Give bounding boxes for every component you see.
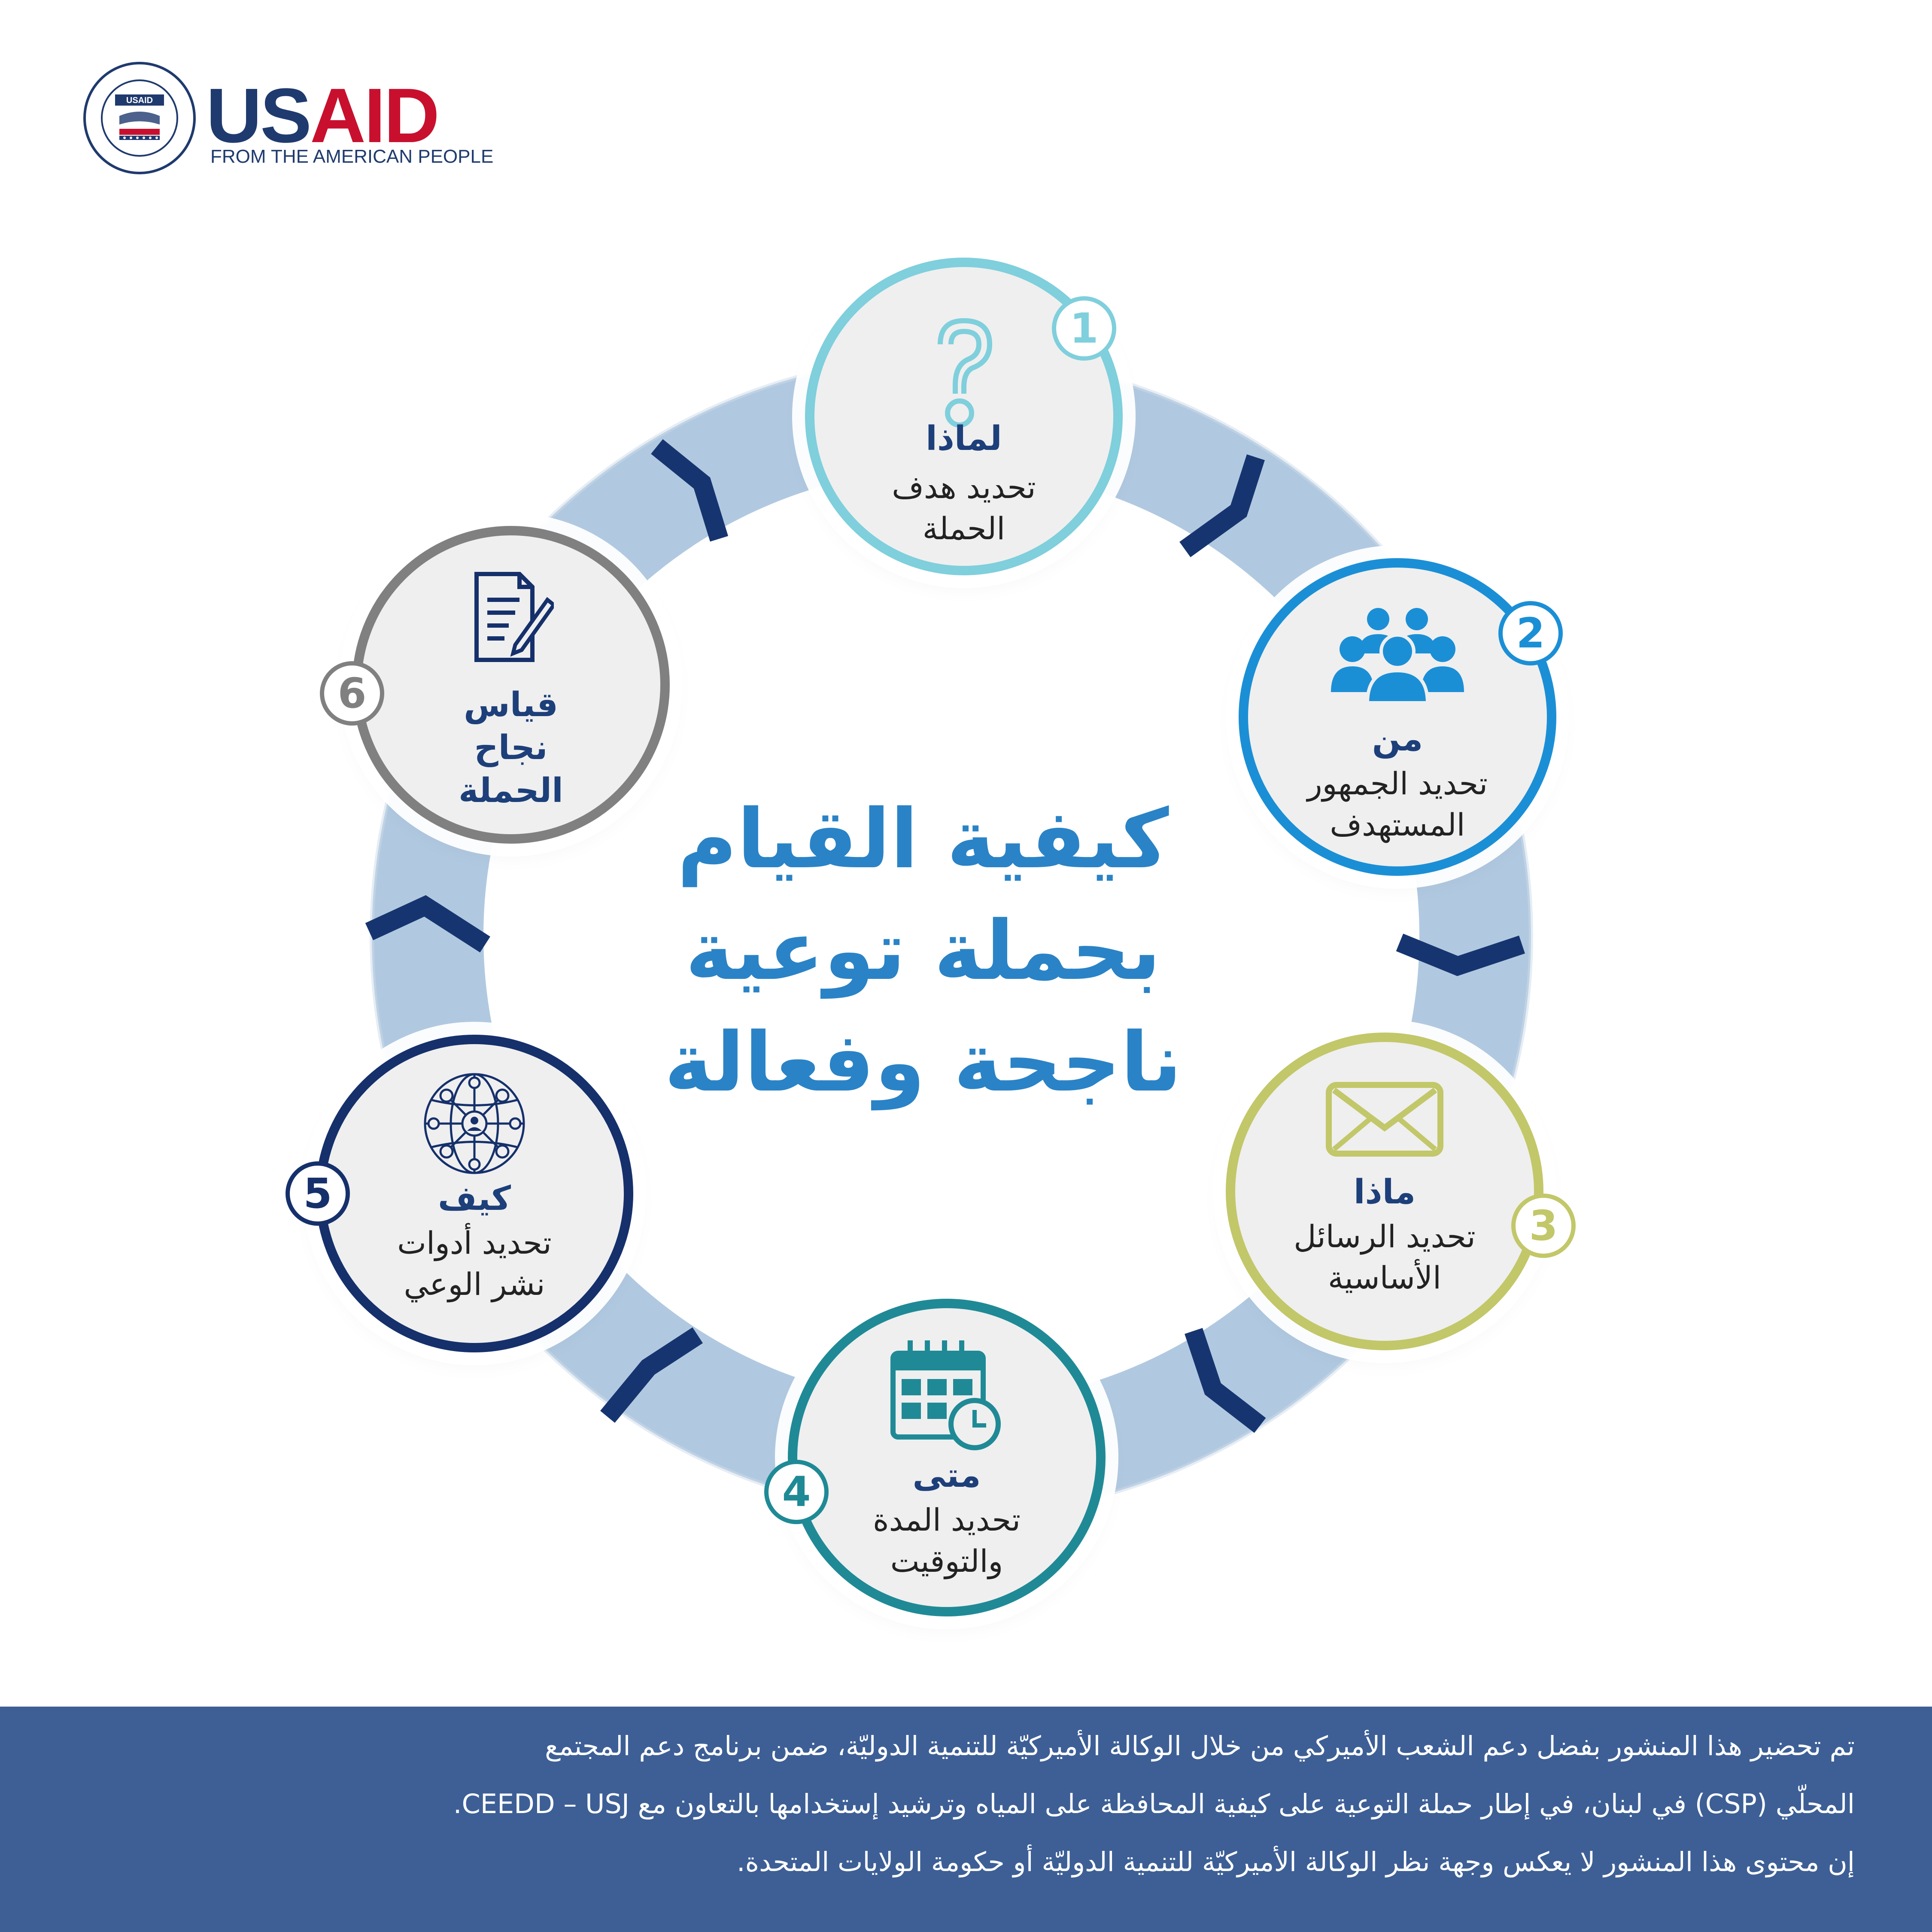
step-5-heading: كيف: [437, 1179, 511, 1218]
main-title-line-2: بحملة توعية: [685, 903, 1161, 998]
footer-line-1: تم تحضير هذا المنشور بفضل دعم الشعب الأميركي من خلال الوكالة الأميركيّة للتنمية الدوليّة، ضمن برنامج دعم المجتمع: [545, 1730, 1855, 1762]
step-4-badge: 4: [764, 1460, 829, 1524]
step-4-text: تحديد المدة والتوقيت: [872, 1502, 1021, 1579]
document-pen-icon: [468, 570, 554, 664]
calendar-clock-icon: [887, 1336, 1007, 1452]
globe-network-icon: [421, 1070, 528, 1177]
usaid-tagline: FROM THE AMERICAN PEOPLE: [210, 146, 494, 167]
step-2-badge: 2: [1498, 601, 1563, 665]
step-3-text: تحديد الرسائل الأساسية: [1294, 1218, 1476, 1296]
step-3-circle: [1226, 1033, 1543, 1350]
step-6-heading: قياس نجاح الحملة: [459, 686, 563, 810]
seal-label: USAID: [126, 96, 153, 105]
step-5-badge: 5: [286, 1161, 350, 1226]
envelope-icon: [1324, 1081, 1445, 1158]
step-6-circle: [352, 526, 670, 844]
step-3-badge: 3: [1511, 1194, 1576, 1258]
main-title-line-3: ناجحة وفعالة: [664, 1015, 1182, 1110]
step-5-circle: [316, 1035, 633, 1352]
step-3-heading: ماذا: [1353, 1173, 1416, 1212]
main-title-line-1: كيفية القيام: [677, 792, 1169, 887]
footer-line-3: إن محتوى هذا المنشور لا يعكس وجهة نظر الوكالة الأميركيّة للتنمية الدوليّة أو حكومة الولايات المتحدة.: [736, 1846, 1855, 1877]
step-6-badge: 6: [320, 661, 384, 726]
step-1-heading: لماذا: [926, 419, 1002, 458]
footer-disclaimer: [0, 1707, 1932, 1932]
usaid-wordmark: USAID: [206, 73, 438, 159]
step-1-text: تحديد هدف الحملة: [892, 469, 1036, 547]
step-2-heading: من: [1372, 720, 1423, 759]
step-4-circle: [788, 1299, 1106, 1616]
step-5-text: تحديد أدوات نشر الوعي: [397, 1225, 552, 1302]
step-2-circle: [1239, 558, 1556, 876]
footer-line-2: المحلّي (CSP) في لبنان، في إطار حملة التوعية على كيفية المحافظة على المياه وترشيد إستخدامها بالتعاون مع CEEDD – USJ.: [453, 1788, 1855, 1820]
step-2-text: تحديد الجمهور المستهدف: [1307, 766, 1488, 843]
group-icon: [1329, 606, 1466, 705]
step-1-badge: 1: [1052, 296, 1116, 361]
question-icon: [927, 314, 1000, 430]
step-4-heading: متى: [912, 1456, 981, 1495]
